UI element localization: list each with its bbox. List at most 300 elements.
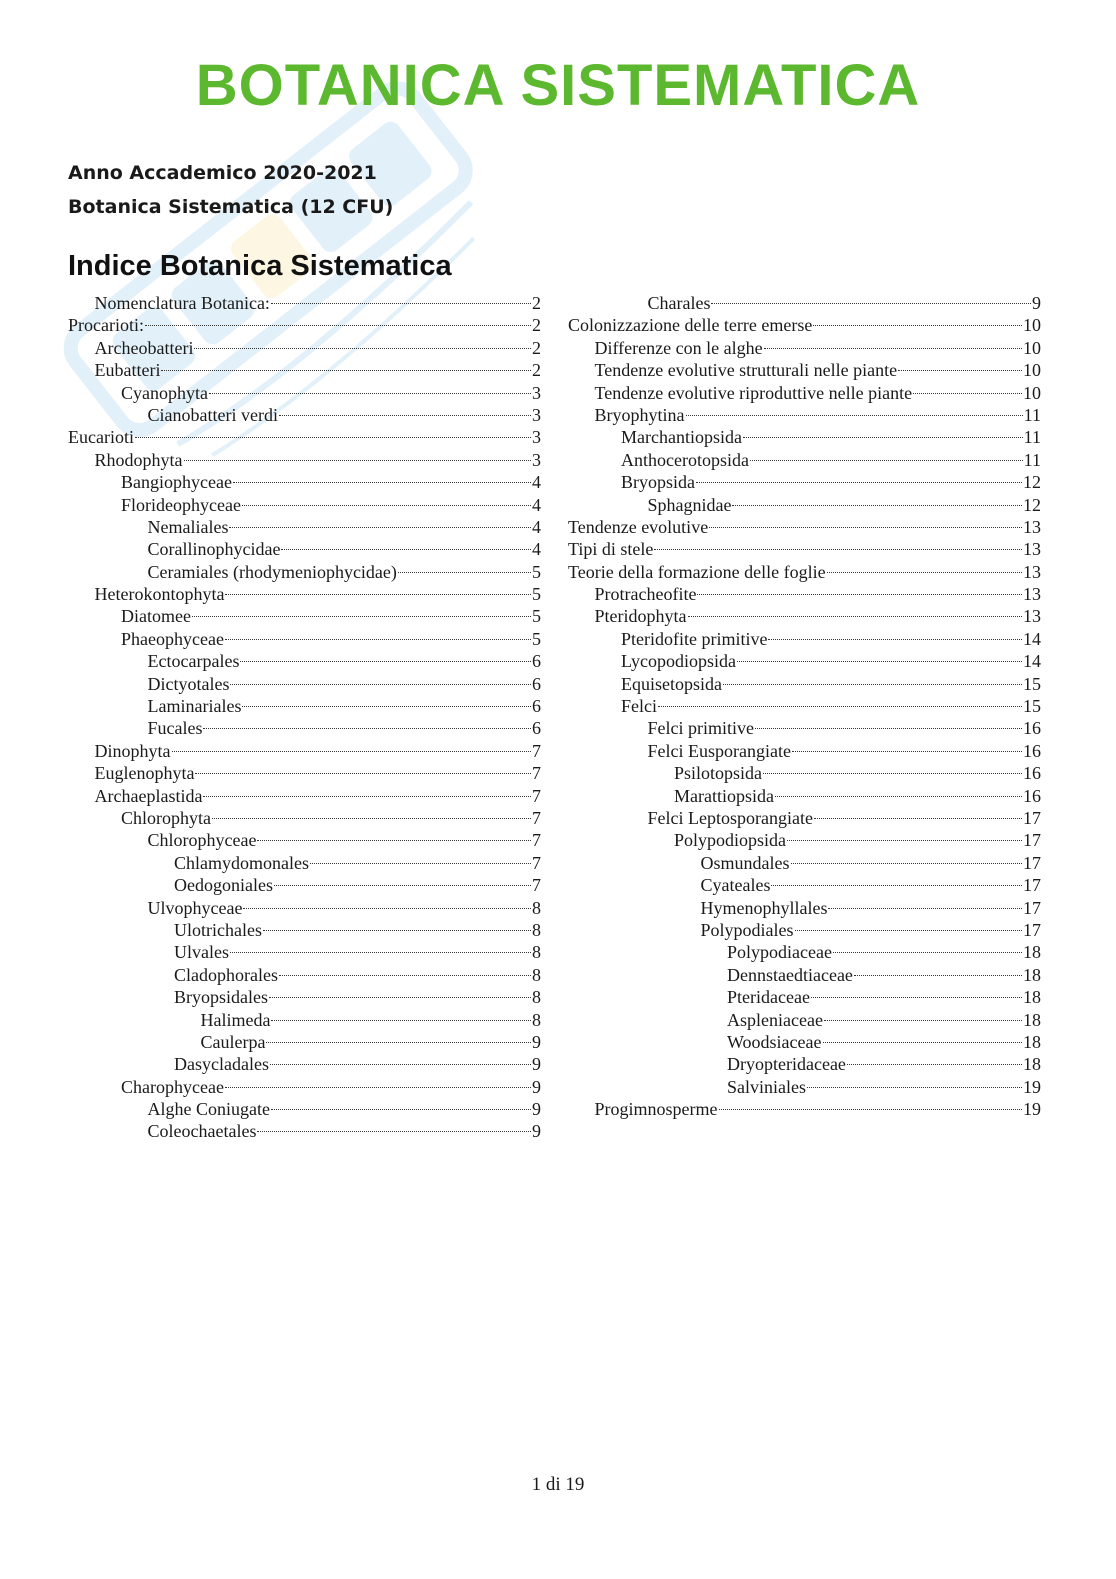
toc-entry-page: 14 xyxy=(1023,651,1041,672)
toc-entry-page: 9 xyxy=(532,1054,541,1075)
toc-entry[interactable] xyxy=(68,359,541,381)
toc-entry-label: Felci Eusporangiate xyxy=(647,740,791,761)
toc-entry-label: Equisetopsida xyxy=(621,673,722,694)
toc-entry-page: 6 xyxy=(532,696,541,717)
toc-dot-leader xyxy=(686,415,1023,416)
toc-entry-label: Progimnosperme xyxy=(594,1099,718,1120)
toc-dot-leader xyxy=(242,706,531,707)
toc-dot-leader xyxy=(230,952,531,953)
toc-entry-page: 17 xyxy=(1023,807,1041,828)
toc-entry-label: Polypodiaceae xyxy=(727,942,832,963)
toc-entry-label: Euglenophyta xyxy=(94,763,195,784)
toc-entry-page: 2 xyxy=(532,360,541,381)
toc-entry-page: 10 xyxy=(1023,382,1041,403)
toc-entry-page: 7 xyxy=(532,763,541,784)
toc-dot-leader xyxy=(737,661,1022,662)
toc-entry-label: Felci Leptosporangiate xyxy=(647,807,813,828)
toc-entry[interactable] xyxy=(568,449,1041,471)
toc-entry-page: 15 xyxy=(1023,673,1041,694)
toc-entry-label: Ceramiales (rhodymeniophycidae) xyxy=(147,561,397,582)
toc-dot-leader xyxy=(750,460,1023,461)
page-number: 1 di 19 xyxy=(531,1474,585,1495)
toc-dot-leader xyxy=(833,952,1022,953)
toc-dot-leader xyxy=(266,1042,531,1043)
toc-dot-leader xyxy=(192,616,531,617)
toc-entry[interactable] xyxy=(568,1076,1041,1098)
toc-entry[interactable] xyxy=(568,807,1041,829)
toc-entry-page: 12 xyxy=(1023,472,1041,493)
toc-dot-leader xyxy=(709,527,1022,528)
toc-entry-label: Ulotrichales xyxy=(174,919,262,940)
toc-dot-leader xyxy=(279,975,531,976)
toc-entry-page: 15 xyxy=(1023,696,1041,717)
toc-entry-page: 17 xyxy=(1023,897,1041,918)
toc-entry-page: 18 xyxy=(1023,1009,1041,1030)
toc-entry-page: 9 xyxy=(532,1076,541,1097)
toc-dot-leader xyxy=(263,930,531,931)
toc-dot-leader xyxy=(807,1087,1022,1088)
toc-entry[interactable] xyxy=(68,897,541,919)
toc-entry-page: 7 xyxy=(532,830,541,851)
toc-entry-label: Fucales xyxy=(147,718,203,739)
toc-entry-label: Teorie della formazione delle foglie xyxy=(568,561,826,582)
toc-entry-page: 17 xyxy=(1023,852,1041,873)
toc-entry-label: Tendenze evolutive riproduttive nelle piante xyxy=(594,382,913,403)
toc-dot-leader xyxy=(257,840,531,841)
toc-entry-page: 2 xyxy=(532,293,541,313)
toc-dot-leader xyxy=(719,1109,1023,1110)
toc-entry-label: Ectocarpales xyxy=(147,651,240,672)
toc-entry-page: 4 xyxy=(532,516,541,537)
toc-dot-leader xyxy=(271,303,531,304)
toc-entry[interactable] xyxy=(68,583,541,605)
toc-entry[interactable] xyxy=(568,1053,1041,1075)
toc-entry[interactable] xyxy=(568,650,1041,672)
toc-entry-label: Sphagnidae xyxy=(647,494,732,515)
toc-entry-label: Cianobatteri verdi xyxy=(147,404,278,425)
toc-entry-page: 17 xyxy=(1023,830,1041,851)
toc-entry[interactable] xyxy=(568,1009,1041,1031)
toc-entry-page: 5 xyxy=(532,606,541,627)
toc-entry[interactable] xyxy=(568,986,1041,1008)
toc-entry[interactable] xyxy=(568,740,1041,762)
toc-entry-page: 17 xyxy=(1023,919,1041,940)
toc-entry[interactable] xyxy=(68,382,541,404)
toc-entry-label: Rhodophyta xyxy=(94,449,183,470)
toc-entry-page: 12 xyxy=(1023,494,1041,515)
toc-entry-page: 3 xyxy=(532,382,541,403)
toc-dot-leader xyxy=(828,908,1022,909)
toc-entry[interactable] xyxy=(568,583,1041,605)
toc-entry-page: 13 xyxy=(1023,516,1041,537)
toc-dot-leader xyxy=(823,1042,1023,1043)
toc-entry[interactable] xyxy=(68,538,541,560)
toc-dot-leader xyxy=(212,818,531,819)
toc-dot-leader xyxy=(813,325,1022,326)
toc-entry-page: 4 xyxy=(532,472,541,493)
toc-entry-label: Aspleniaceae xyxy=(727,1009,823,1030)
toc-entry[interactable] xyxy=(68,494,541,516)
toc-entry-page: 8 xyxy=(532,942,541,963)
toc-entry-page: 5 xyxy=(532,561,541,582)
toc-entry[interactable] xyxy=(68,1031,541,1053)
toc-entry-label: Colonizzazione delle terre emerse xyxy=(568,315,813,336)
toc-dot-leader xyxy=(240,661,531,662)
toc-entry-label: Cyanophyta xyxy=(121,382,208,403)
toc-dot-leader xyxy=(270,1064,531,1065)
toc-entry-label: Woodsiaceae xyxy=(727,1031,822,1052)
toc-entry[interactable] xyxy=(68,471,541,493)
toc-entry-label: Eubatteri xyxy=(94,360,161,381)
toc-entry-page: 18 xyxy=(1023,964,1041,985)
toc-entry-label: Chlorophyta xyxy=(121,807,211,828)
toc-entry[interactable] xyxy=(68,404,541,426)
toc-dot-leader xyxy=(711,303,1031,304)
toc-dot-leader xyxy=(697,594,1022,595)
toc-entry-label: Charales xyxy=(647,293,711,313)
toc-dot-leader xyxy=(229,527,531,528)
toc-dot-leader xyxy=(787,840,1022,841)
toc-entry-page: 18 xyxy=(1023,942,1041,963)
toc-entry[interactable] xyxy=(68,1098,541,1120)
toc-entry-label: Bangiophyceae xyxy=(121,472,232,493)
toc-entry-page: 2 xyxy=(532,315,541,336)
toc-entry[interactable] xyxy=(568,673,1041,695)
toc-left-column xyxy=(68,292,541,1143)
toc-entry-page: 10 xyxy=(1023,337,1041,358)
toc-entry-label: Dictyotales xyxy=(147,673,230,694)
toc-entry-label: Nomenclatura Botanica: xyxy=(94,293,270,313)
toc-entry[interactable] xyxy=(68,337,541,359)
toc-entry-page: 19 xyxy=(1023,1076,1041,1097)
toc-entry-label: Archeobatteri xyxy=(94,337,194,358)
toc-entry-label: Ulvophyceae xyxy=(147,897,243,918)
toc-dot-leader xyxy=(696,482,1022,483)
toc-entry-label: Coleochaetales xyxy=(147,1121,257,1142)
toc-entry-page: 2 xyxy=(532,337,541,358)
toc-entry[interactable] xyxy=(68,941,541,963)
toc-entry[interactable] xyxy=(68,762,541,784)
toc-entry[interactable] xyxy=(68,1053,541,1075)
toc-dot-leader xyxy=(732,505,1022,506)
toc-entry[interactable] xyxy=(68,986,541,1008)
academic-year: Anno Accademico 2020-2021 xyxy=(68,162,377,184)
toc-entry[interactable] xyxy=(68,1076,541,1098)
toc-entry-page: 8 xyxy=(532,1009,541,1030)
course-info xyxy=(68,160,393,228)
toc-entry-label: Bryopsidales xyxy=(174,987,268,1008)
toc-entry-page: 19 xyxy=(1023,1099,1041,1120)
toc-entry[interactable] xyxy=(68,605,541,627)
toc-entry-page: 13 xyxy=(1023,584,1041,605)
toc-dot-leader xyxy=(768,639,1022,640)
toc-entry-page: 6 xyxy=(532,718,541,739)
toc-entry-page: 3 xyxy=(532,449,541,470)
toc-entry[interactable] xyxy=(68,852,541,874)
toc-entry-label: Tipi di stele xyxy=(568,539,654,560)
toc-entry-page: 7 xyxy=(532,807,541,828)
toc-dot-leader xyxy=(791,863,1023,864)
toc-entry-page: 11 xyxy=(1023,427,1041,448)
toc-entry[interactable] xyxy=(68,449,541,471)
toc-entry[interactable] xyxy=(568,897,1041,919)
toc-entry[interactable] xyxy=(68,561,541,583)
toc-dot-leader xyxy=(658,706,1022,707)
toc-entry[interactable] xyxy=(568,426,1041,448)
toc-entry-page: 3 xyxy=(532,427,541,448)
toc-dot-leader xyxy=(172,751,532,752)
toc-entry[interactable] xyxy=(568,471,1041,493)
toc-entry-label: Nemaliales xyxy=(147,516,229,537)
toc-entry[interactable] xyxy=(68,740,541,762)
toc-entry-label: Dryopteridaceae xyxy=(727,1054,846,1075)
toc-entry-label: Pteridofite primitive xyxy=(621,628,768,649)
toc-entry[interactable] xyxy=(568,337,1041,359)
toc-dot-leader xyxy=(398,572,531,573)
toc-entry-label: Hymenophyllales xyxy=(700,897,828,918)
toc-entry-page: 18 xyxy=(1023,1054,1041,1075)
toc-entry[interactable] xyxy=(68,717,541,739)
toc-entry-label: Psilotopsida xyxy=(674,763,763,784)
toc-dot-leader xyxy=(763,773,1022,774)
toc-entry[interactable] xyxy=(68,426,541,448)
toc-entry-page: 13 xyxy=(1023,539,1041,560)
toc-entry-label: Oedogoniales xyxy=(174,875,273,896)
toc-entry[interactable] xyxy=(568,717,1041,739)
toc-entry[interactable] xyxy=(68,964,541,986)
toc-entry[interactable] xyxy=(568,785,1041,807)
toc-entry-label: Laminariales xyxy=(147,696,242,717)
toc-entry[interactable] xyxy=(568,561,1041,583)
toc-dot-leader xyxy=(161,370,531,371)
toc-entry-label: Corallinophycidae xyxy=(147,539,281,560)
toc-entry-page: 14 xyxy=(1023,628,1041,649)
toc-entry-label: Protracheofite xyxy=(594,584,697,605)
toc-entry-label: Ulvales xyxy=(174,942,229,963)
toc-entry[interactable] xyxy=(568,516,1041,538)
toc-entry[interactable] xyxy=(68,516,541,538)
toc-entry-page: 8 xyxy=(532,897,541,918)
toc-entry-page: 10 xyxy=(1023,315,1041,336)
toc-entry-label: Cladophorales xyxy=(174,964,278,985)
toc-entry-label: Archaeplastida xyxy=(94,785,203,806)
toc-entry-page: 16 xyxy=(1023,718,1041,739)
toc-entry-page: 13 xyxy=(1023,606,1041,627)
toc-dot-leader xyxy=(755,728,1022,729)
toc-dot-leader xyxy=(898,370,1022,371)
toc-dot-leader xyxy=(194,348,531,349)
toc-dot-leader xyxy=(913,393,1022,394)
toc-dot-leader xyxy=(688,616,1023,617)
toc-entry-page: 8 xyxy=(532,919,541,940)
toc-entry[interactable] xyxy=(68,695,541,717)
toc-entry[interactable] xyxy=(568,1098,1041,1120)
toc-entry[interactable] xyxy=(68,807,541,829)
toc-entry[interactable] xyxy=(68,919,541,941)
toc-entry[interactable] xyxy=(68,829,541,851)
toc-entry[interactable] xyxy=(568,695,1041,717)
toc-entry-label: Bryophytina xyxy=(594,404,685,425)
toc-dot-leader xyxy=(274,885,531,886)
toc-entry[interactable] xyxy=(568,494,1041,516)
toc-dot-leader xyxy=(271,1109,531,1110)
toc-dot-leader xyxy=(654,549,1022,550)
toc-entry-label: Marattiopsida xyxy=(674,785,774,806)
toc-dot-leader xyxy=(775,796,1022,797)
toc-entry-label: Cyateales xyxy=(700,875,771,896)
toc-dot-leader xyxy=(269,997,531,998)
toc-dot-leader xyxy=(257,1131,531,1132)
toc-right-column xyxy=(568,292,1041,1120)
toc-dot-leader xyxy=(225,594,531,595)
toc-dot-leader xyxy=(184,460,532,461)
toc-entry-label: Polypodiales xyxy=(700,919,794,940)
toc-dot-leader xyxy=(195,773,531,774)
toc-entry-label: Phaeophyceae xyxy=(121,628,224,649)
toc-entry-page: 4 xyxy=(532,494,541,515)
toc-entry[interactable] xyxy=(68,650,541,672)
toc-entry-page: 16 xyxy=(1023,740,1041,761)
toc-dot-leader xyxy=(145,325,531,326)
toc-entry[interactable] xyxy=(68,673,541,695)
toc-entry-label: Tendenze evolutive xyxy=(568,516,709,537)
toc-entry-label: Bryopsida xyxy=(621,472,695,493)
toc-dot-leader xyxy=(242,505,531,506)
toc-dot-leader xyxy=(281,549,531,550)
toc-entry[interactable] xyxy=(568,404,1041,426)
toc-entry-page: 6 xyxy=(532,651,541,672)
toc-entry-label: Polypodiopsida xyxy=(674,830,787,851)
toc-dot-leader xyxy=(743,437,1023,438)
toc-entry[interactable] xyxy=(568,964,1041,986)
toc-entry[interactable] xyxy=(568,919,1041,941)
toc-entry[interactable] xyxy=(68,785,541,807)
toc-dot-leader xyxy=(203,796,531,797)
toc-entry-page: 7 xyxy=(532,740,541,761)
toc-dot-leader xyxy=(811,997,1022,998)
toc-dot-leader xyxy=(795,930,1023,931)
index-title: Indice Botanica Sistematica xyxy=(68,250,452,282)
toc-entry-page: 11 xyxy=(1023,449,1041,470)
toc-entry[interactable] xyxy=(68,1120,541,1142)
toc-entry[interactable] xyxy=(568,605,1041,627)
toc-entry[interactable] xyxy=(68,628,541,650)
toc-entry-label: Pteridophyta xyxy=(594,606,687,627)
toc-entry-label: Anthocerotopsida xyxy=(621,449,749,470)
toc-dot-leader xyxy=(827,572,1022,573)
toc-entry[interactable] xyxy=(568,852,1041,874)
toc-entry-page: 17 xyxy=(1023,875,1041,896)
toc-entry[interactable] xyxy=(568,829,1041,851)
toc-entry-page: 10 xyxy=(1023,360,1041,381)
toc-dot-leader xyxy=(271,1020,531,1021)
course-name: Botanica Sistematica (12 CFU) xyxy=(68,196,394,218)
toc-entry-page: 6 xyxy=(532,673,541,694)
toc-entry[interactable] xyxy=(568,359,1041,381)
toc-entry-page: 5 xyxy=(532,628,541,649)
toc-entry[interactable] xyxy=(68,1009,541,1031)
toc-entry-label: Marchantiopsida xyxy=(621,427,742,448)
toc-entry-page: 9 xyxy=(532,1121,541,1142)
toc-dot-leader xyxy=(310,863,531,864)
toc-dot-leader xyxy=(233,482,531,483)
toc-entry-label: Heterokontophyta xyxy=(94,584,225,605)
toc-entry-page: 7 xyxy=(532,852,541,873)
toc-dot-leader xyxy=(243,908,531,909)
toc-entry-label: Felci xyxy=(621,696,657,717)
toc-entry-page: 9 xyxy=(532,1099,541,1120)
toc-dot-leader xyxy=(209,393,531,394)
toc-entry[interactable] xyxy=(68,874,541,896)
toc-entry-label: Felci primitive xyxy=(647,718,754,739)
toc-entry[interactable] xyxy=(568,382,1041,404)
toc-entry-page: 3 xyxy=(532,404,541,425)
toc-dot-leader xyxy=(792,751,1022,752)
toc-dot-leader xyxy=(135,437,531,438)
toc-entry-page: 16 xyxy=(1023,785,1041,806)
toc-entry-page: 4 xyxy=(532,539,541,560)
toc-entry[interactable] xyxy=(568,762,1041,784)
toc-entry-page: 18 xyxy=(1023,1031,1041,1052)
toc-entry-label: Osmundales xyxy=(700,852,790,873)
toc-entry[interactable] xyxy=(568,941,1041,963)
toc-entry[interactable] xyxy=(568,292,1041,314)
toc-entry-page: 9 xyxy=(1032,293,1041,313)
toc-entry-page: 7 xyxy=(532,785,541,806)
toc-dot-leader xyxy=(225,1087,531,1088)
toc-entry-page: 7 xyxy=(532,875,541,896)
toc-dot-leader xyxy=(225,639,531,640)
toc-entry-label: Pteridaceae xyxy=(727,987,810,1008)
toc-dot-leader xyxy=(847,1064,1022,1065)
toc-dot-leader xyxy=(203,728,531,729)
toc-entry-page: 9 xyxy=(532,1031,541,1052)
toc-entry-label: Chlamydomonales xyxy=(174,852,309,873)
toc-entry-label: Salviniales xyxy=(727,1076,806,1097)
toc-entry[interactable] xyxy=(68,314,541,336)
toc-entry[interactable] xyxy=(568,628,1041,650)
toc-dot-leader xyxy=(764,348,1022,349)
toc-entry-label: Dasycladales xyxy=(174,1054,269,1075)
toc-entry-label: Eucarioti xyxy=(68,427,134,448)
toc-entry-label: Charophyceae xyxy=(121,1076,224,1097)
toc-entry-label: Halimeda xyxy=(200,1009,271,1030)
toc-dot-leader xyxy=(824,1020,1022,1021)
toc-entry[interactable] xyxy=(568,874,1041,896)
toc-dot-leader xyxy=(854,975,1022,976)
toc-dot-leader xyxy=(230,684,531,685)
toc-dot-leader xyxy=(723,684,1022,685)
toc-entry-label: Dinophyta xyxy=(94,740,171,761)
toc-entry-page: 11 xyxy=(1023,404,1041,425)
toc-entry-label: Differenze con le alghe xyxy=(594,337,763,358)
toc-entry-page: 5 xyxy=(532,584,541,605)
toc-entry[interactable] xyxy=(568,538,1041,560)
toc-entry-page: 16 xyxy=(1023,763,1041,784)
toc-entry[interactable] xyxy=(568,1031,1041,1053)
toc-dot-leader xyxy=(771,885,1022,886)
toc-entry-label: Lycopodiopsida xyxy=(621,651,736,672)
toc-entry-label: Dennstaedtiaceae xyxy=(727,964,853,985)
toc-entry-label: Alghe Coniugate xyxy=(147,1099,270,1120)
toc-entry[interactable] xyxy=(68,292,541,314)
toc-entry-label: Diatomee xyxy=(121,606,191,627)
toc-dot-leader xyxy=(279,415,531,416)
toc-entry-page: 8 xyxy=(532,987,541,1008)
document-title: BOTANICA SISTEMATICA xyxy=(195,53,921,118)
toc-entry-page: 8 xyxy=(532,964,541,985)
toc-entry[interactable] xyxy=(568,314,1041,336)
